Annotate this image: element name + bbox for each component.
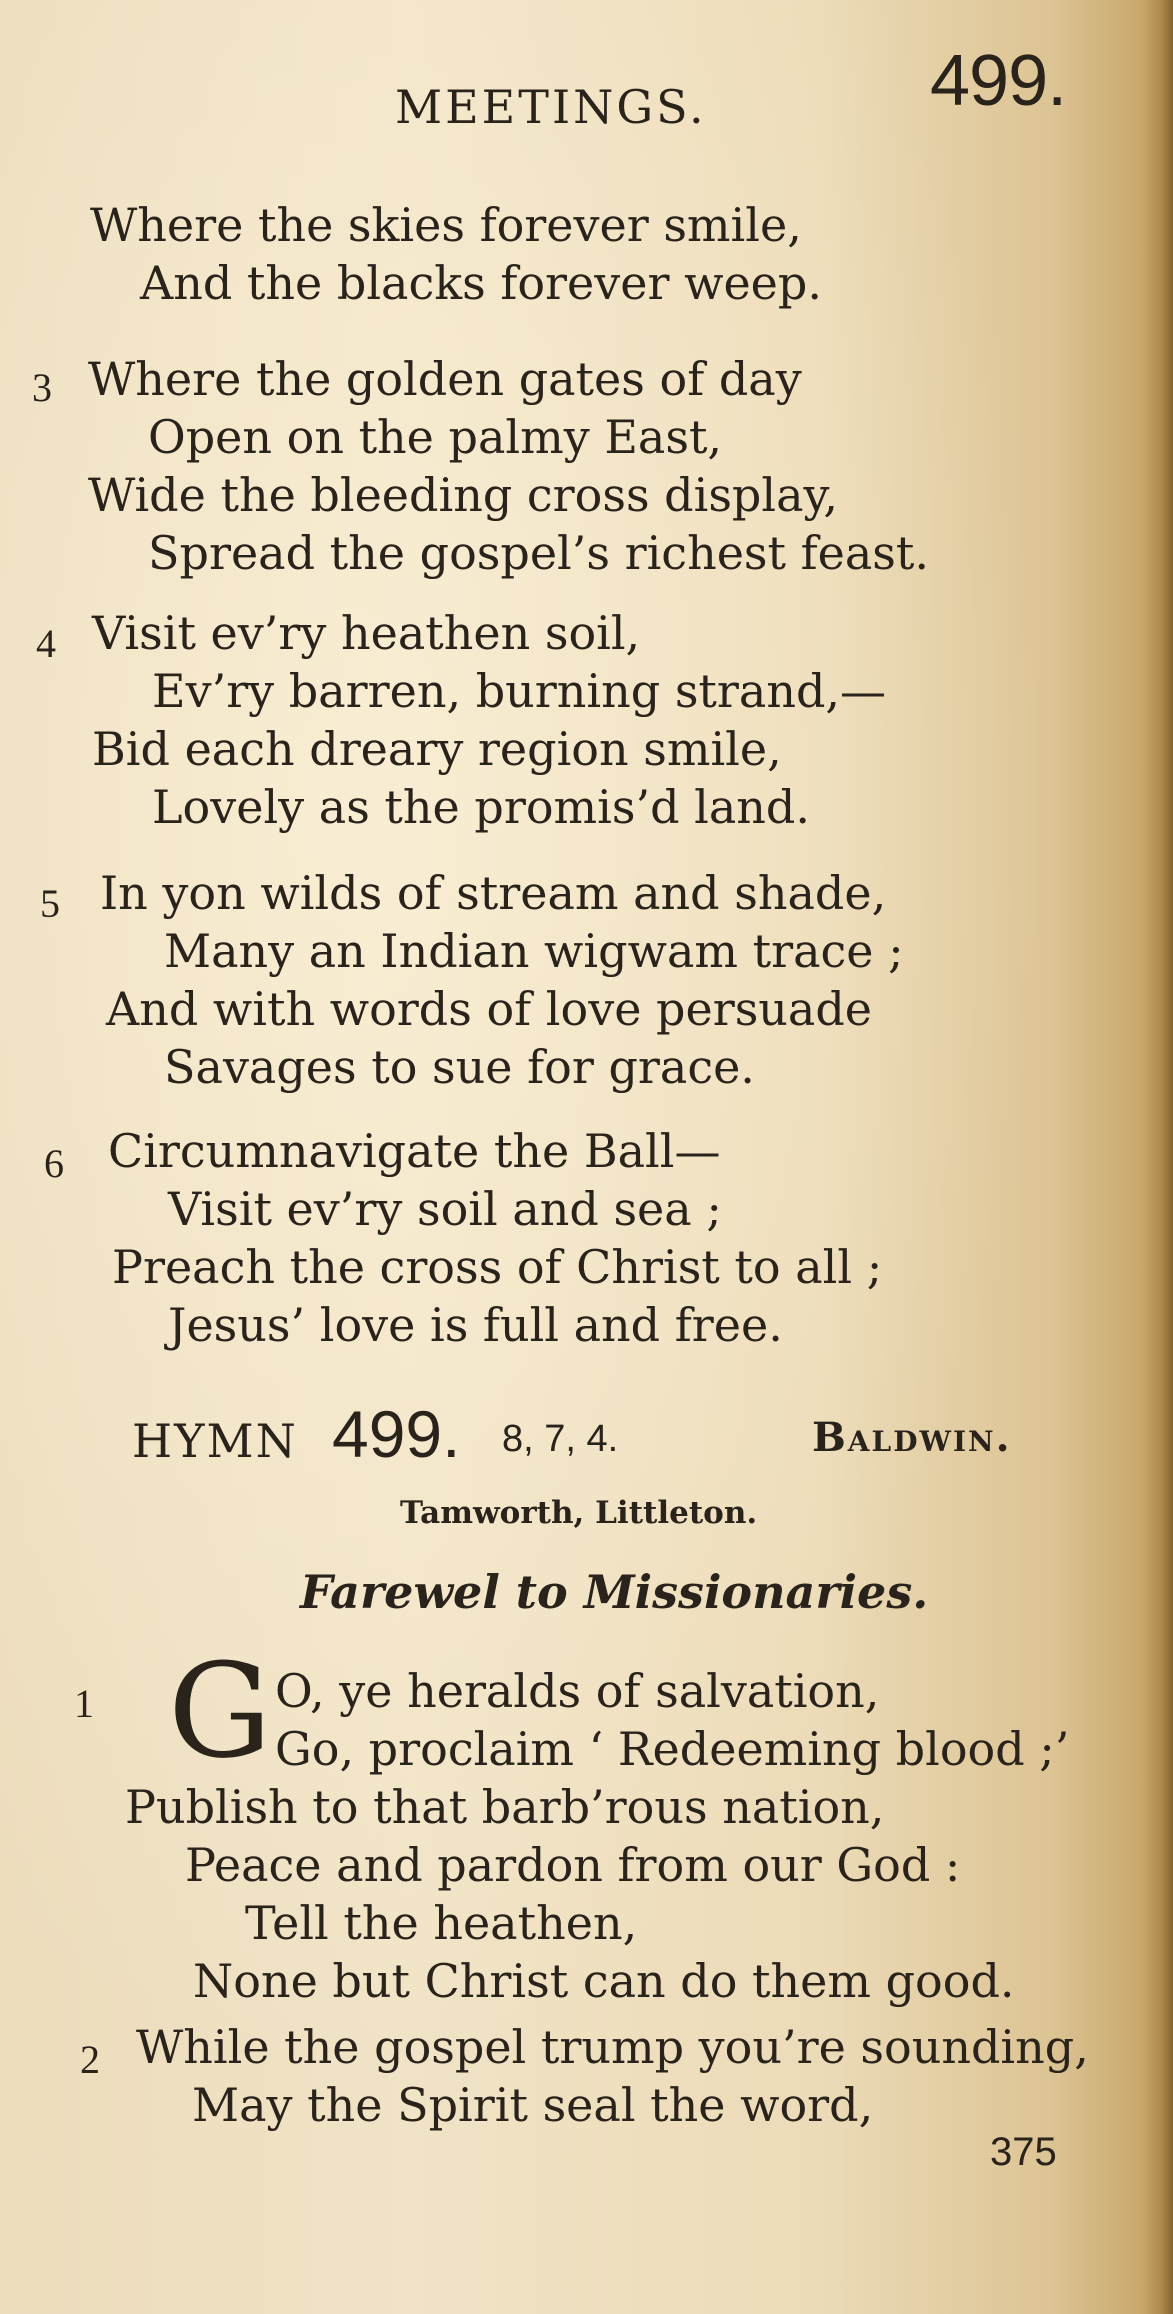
- verse-line: None but Christ can do them good.: [193, 1954, 1015, 2008]
- hymn-label: HYMN: [132, 1414, 298, 1468]
- verse-line: And the blacks forever weep.: [140, 256, 822, 310]
- verse-4: [92, 604, 886, 836]
- verse-continuation: [90, 196, 822, 312]
- folio-number: 375: [990, 2130, 1057, 2174]
- hymn-meter: 8, 7, 4.: [502, 1418, 619, 1460]
- verse-number: 6: [44, 1141, 64, 1186]
- verse-3: [88, 350, 929, 582]
- verse-line: Preach the cross of Christ to all ;: [112, 1240, 883, 1294]
- verse-line: Go, proclaim ‘ Redeeming blood ;’: [275, 1722, 1070, 1776]
- verse-line: Wide the bleeding cross display,: [88, 468, 839, 522]
- verse-line: Savages to sue for grace.: [164, 1040, 755, 1094]
- verse-line: Publish to that barb’rous nation,: [125, 1780, 885, 1834]
- verse-number: 2: [80, 2037, 100, 2082]
- verse-line: O, ye heralds of salvation,: [275, 1664, 880, 1718]
- hymn-title: Farewel to Missionaries.: [300, 1565, 929, 1619]
- verse-line: Spread the gospel’s richest feast.: [148, 526, 930, 580]
- verse-line: May the Spirit seal the word,: [192, 2078, 874, 2132]
- verse-line: In yon wilds of stream and shade,: [100, 866, 887, 920]
- verse-number: 3: [32, 365, 52, 410]
- verse-line: Where the golden gates of day: [88, 352, 802, 406]
- hymn-tunes: Tamworth, Littleton.: [400, 1495, 758, 1531]
- verse-line: Jesus’ love is full and free.: [168, 1298, 783, 1352]
- verse-6: [108, 1122, 882, 1354]
- verse-number: 1: [74, 1681, 94, 1726]
- drop-cap: G: [168, 1635, 272, 1787]
- hymn-author: Baldwin.: [812, 1414, 1012, 1461]
- hymn-heading: [132, 1397, 1092, 1480]
- verse-number: 5: [40, 881, 60, 926]
- page-edge-shadow: [1145, 0, 1173, 2314]
- running-head: MEETINGS.: [395, 80, 707, 134]
- hymn-number: 499.: [332, 1397, 461, 1471]
- verse-2: [136, 2018, 1089, 2134]
- verse-line: And with words of love persuade: [106, 982, 873, 1036]
- verse-line: Circumnavigate the Ball—: [108, 1124, 721, 1178]
- verse-line: Many an Indian wigwam trace ;: [164, 924, 904, 978]
- verse-line: Peace and pardon from our God :: [185, 1838, 961, 1892]
- verse-number: 4: [36, 621, 56, 666]
- verse-line: Open on the palmy East,: [148, 410, 723, 464]
- page-number: 499.: [930, 41, 1067, 121]
- verse-5: [100, 864, 904, 1096]
- verse-line: Ev’ry barren, burning strand,—: [152, 664, 887, 718]
- verse-line: Tell the heathen,: [245, 1896, 638, 1950]
- verse-line: Visit ev’ry soil and sea ;: [168, 1182, 722, 1236]
- page-header: [0, 40, 1173, 140]
- verse-line: Bid each dreary region smile,: [92, 722, 782, 776]
- verse-1: [125, 1662, 1069, 2010]
- verse-line: Lovely as the promis’d land.: [152, 780, 810, 834]
- verse-line: Where the skies forever smile,: [90, 198, 802, 252]
- verse-line: Visit ev’ry heathen soil,: [92, 606, 641, 660]
- verse-line: While the gospel trump you’re sounding,: [136, 2020, 1089, 2074]
